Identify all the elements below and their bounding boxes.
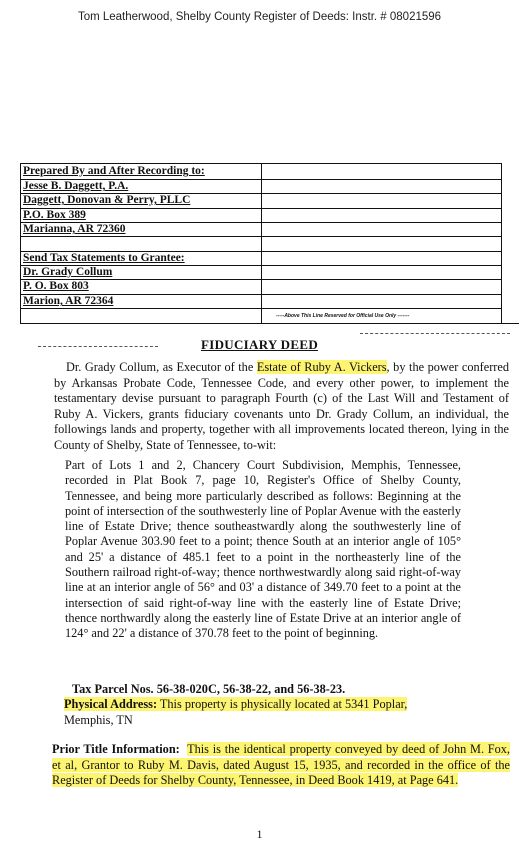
table-rule — [21, 308, 501, 309]
grantee-name: Dr. Grady Collum — [23, 266, 113, 278]
intro-text-before: Dr. Grady Collum, as Executor of the — [66, 360, 257, 374]
recording-header: Tom Leatherwood, Shelby County Register of Deeds: Instr. # 08021596 — [77, 11, 442, 23]
legal-description: Part of Lots 1 and 2, Chancery Court Subdivision, Memphis, Tennessee, recorded in Plat Book 7, page 10, Register's Office of Shelby County, Tennessee, and being more particularly described as follows: Beginning at the point of intersection of the southwesterly line of Poplar Avenue with the easterly line of Estate Drive; thence southeastwardly along the southwesterly line of Poplar Avenue 303.90 feet to a point; thence South at an interior angle of 105° and 25' a distance of 485.1 feet to a point in the northeasterly line of the Southern railroad right-of-way; thence northwestwardly along said right-of-way line at an interior angle of 56° and 03' a distance of 349.70 feet to a point at the intersection of said right-of-way line with the easterly line of Estate Drive; thence northwardly along the easterly line of Estate Drive at an interior angle of 124° and 22' a distance of 370.78 feet to the point of beginning. — [65, 458, 461, 641]
reserved-note: -----Above This Line Reserved for Official Use Only ------- — [276, 313, 410, 319]
intro-text-after: , by the power conferred by Arkansas Probate Code, Tennessee Code, and every other power, to implement the testamentary devise pursuant to paragraph Fourth (c) of the Last Will and Testament of Ruby A. Vickers, grants fiduciary covenants unto Dr. Grady Collum, an individual, the followings lands and property, together with all improvements located thereon, lying in the County of Shelby, State of Tennessee, to-wit: — [54, 360, 509, 452]
tax-statements-heading: Send Tax Statements to Grantee: — [23, 252, 185, 264]
intro-paragraph — [54, 360, 509, 454]
prior-title-information — [52, 742, 510, 789]
grantee-city: Marion, AR 72364 — [23, 295, 114, 307]
page-number: 1 — [256, 827, 263, 841]
physical-address — [64, 697, 464, 728]
prior-title-label: Prior Title Information: — [52, 742, 180, 756]
physical-address-text: This property is physically located at 5341 Poplar, — [157, 697, 408, 711]
preparer-name: Jesse B. Daggett, P.A. — [23, 180, 129, 192]
preparer-po-box: P.O. Box 389 — [23, 209, 86, 221]
table-divider — [261, 164, 262, 324]
tax-parcel-numbers: Tax Parcel Nos. 56-38-020C, 56-38-22, and 56-38-23. — [72, 682, 346, 696]
dashed-rule-right — [360, 333, 510, 334]
physical-address-city: Memphis, TN — [64, 712, 133, 727]
table-rule — [21, 279, 501, 280]
table-rule — [21, 208, 501, 209]
estate-name-highlight: Estate of Ruby A. Vickers — [256, 360, 387, 374]
table-rule — [21, 236, 501, 237]
physical-address-label: Physical Address: — [64, 697, 158, 711]
preparer-city: Marianna, AR 72360 — [23, 223, 126, 235]
document-title: FIDUCIARY DEED — [200, 337, 319, 352]
preparer-firm: Daggett, Donovan & Perry, PLLC — [23, 194, 191, 206]
prepared-by-heading: Prepared By and After Recording to: — [23, 165, 205, 177]
table-bottom-rule — [20, 323, 519, 324]
grantee-po-box: P. O. Box 803 — [23, 280, 89, 292]
prior-title-text: This is the identical property conveyed by deed of John M. Fox, et al, Grantor to Ruby M. Davis, dated August 15, 1935, and recorded in the office of the Register of Deeds for Shelby County, Tennessee, in Deed Book 1419, at Page 641. — [52, 742, 511, 787]
recording-info-table — [20, 163, 502, 324]
